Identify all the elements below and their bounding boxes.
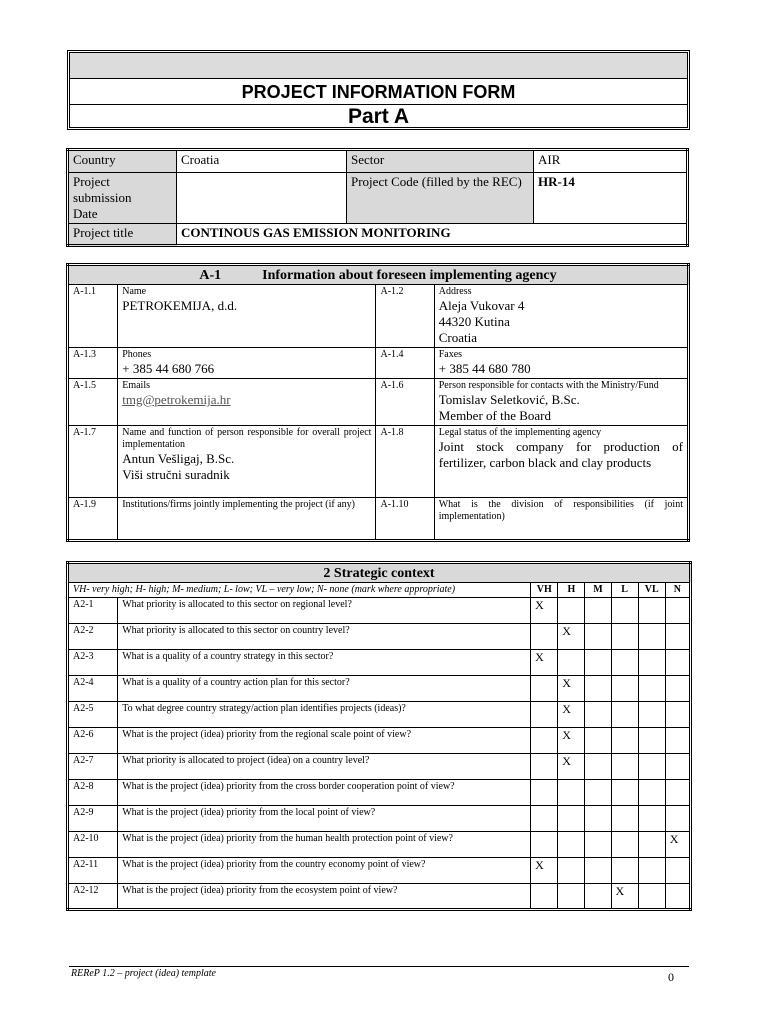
rating-cell-h[interactable] bbox=[558, 832, 585, 858]
rating-cell-l[interactable] bbox=[611, 702, 638, 728]
rating-cell-vh[interactable] bbox=[531, 754, 558, 780]
rating-cell-m[interactable] bbox=[585, 624, 611, 650]
project-code-label: Project Code (filled by the REC) bbox=[347, 173, 534, 224]
question-text: What is the project (idea) priority from the human health protection point of view? bbox=[118, 832, 531, 858]
rating-cell-h[interactable] bbox=[558, 884, 585, 910]
field-label: Name and function of person responsible for overall project implementation bbox=[122, 427, 372, 450]
rating-cell-n[interactable] bbox=[665, 858, 690, 884]
division-responsibilities-label[interactable]: What is the division of responsibilities (if joint implementation) bbox=[434, 498, 688, 541]
sector-label: Sector bbox=[347, 150, 534, 173]
rating-cell-m[interactable] bbox=[585, 806, 611, 832]
rating-cell-n[interactable] bbox=[665, 624, 690, 650]
table-row bbox=[68, 780, 691, 806]
rating-cell-vh[interactable] bbox=[531, 806, 558, 832]
column-header: VH bbox=[531, 583, 558, 598]
question-code: A2-10 bbox=[68, 832, 118, 858]
rating-cell-vl[interactable] bbox=[638, 832, 665, 858]
rating-cell-l[interactable] bbox=[611, 806, 638, 832]
agency-name-cell bbox=[118, 285, 376, 348]
field-label: Legal status of the implementing agency bbox=[438, 427, 602, 438]
question-code: A2-5 bbox=[68, 702, 118, 728]
table-row bbox=[68, 676, 691, 702]
rating-cell-m[interactable] bbox=[585, 754, 611, 780]
rating-cell-vh[interactable] bbox=[531, 676, 558, 702]
column-header: M bbox=[585, 583, 611, 598]
rating-cell-l[interactable] bbox=[611, 676, 638, 702]
field-code: A-1.6 bbox=[376, 379, 434, 426]
question-text: What is the project (idea) priority from the regional scale point of view? bbox=[118, 728, 531, 754]
column-header: L bbox=[611, 583, 638, 598]
question-text: What is the project (idea) priority from the local point of view? bbox=[118, 806, 531, 832]
table-row bbox=[68, 806, 691, 832]
rating-cell-vl[interactable] bbox=[638, 650, 665, 676]
address-line[interactable]: 44320 Kutina bbox=[438, 314, 510, 329]
rating-cell-h[interactable]: X bbox=[558, 754, 585, 780]
rating-cell-m[interactable] bbox=[585, 728, 611, 754]
question-text: What is a quality of a country strategy in this sector? bbox=[118, 650, 531, 676]
agency-name-value[interactable]: PETROKEMIJA, d.d. bbox=[122, 298, 238, 313]
submission-date-label bbox=[68, 173, 177, 224]
faxes-cell bbox=[434, 348, 688, 379]
question-text: What is the project (idea) priority from the country economy point of view? bbox=[118, 858, 531, 884]
submission-label-line: submission bbox=[73, 190, 132, 205]
contact-person-role[interactable]: Member of the Board bbox=[438, 408, 552, 423]
rating-cell-vh[interactable]: X bbox=[531, 858, 558, 884]
rating-cell-h[interactable]: X bbox=[558, 624, 585, 650]
rating-cell-n[interactable] bbox=[665, 728, 690, 754]
rating-cell-h[interactable]: X bbox=[558, 728, 585, 754]
question-code: A2-12 bbox=[68, 884, 118, 910]
email-link[interactable]: tmg@petrokemija.hr bbox=[122, 392, 231, 407]
table-row bbox=[68, 624, 691, 650]
column-header: N bbox=[665, 583, 690, 598]
strategic-context-title: 2 Strategic context bbox=[68, 563, 691, 583]
phones-cell bbox=[118, 348, 376, 379]
field-label: Emails bbox=[122, 380, 151, 391]
rating-cell-n[interactable] bbox=[665, 598, 690, 624]
submission-label-line: Date bbox=[73, 206, 98, 221]
column-header: VL bbox=[638, 583, 665, 598]
rating-cell-m[interactable] bbox=[585, 858, 611, 884]
question-text: What priority is allocated to this sector on regional level? bbox=[118, 598, 531, 624]
rating-cell-vl[interactable] bbox=[638, 858, 665, 884]
project-code-value[interactable]: HR-14 bbox=[534, 173, 688, 224]
column-header: H bbox=[558, 583, 585, 598]
rating-cell-m[interactable] bbox=[585, 650, 611, 676]
legal-status-value[interactable]: Joint stock company for production of fertilizer, carbon black and clay products bbox=[438, 439, 683, 470]
form-part: Part A bbox=[347, 105, 410, 128]
question-text: What is the project (idea) priority from the ecosystem point of view? bbox=[118, 884, 531, 910]
legal-status-cell bbox=[434, 426, 688, 498]
rating-cell-vl[interactable] bbox=[638, 598, 665, 624]
question-code: A2-8 bbox=[68, 780, 118, 806]
rating-cell-vh[interactable] bbox=[531, 780, 558, 806]
strategic-context-rows bbox=[68, 598, 691, 910]
question-code: A2-7 bbox=[68, 754, 118, 780]
field-label: Name bbox=[122, 286, 147, 297]
rating-cell-l[interactable] bbox=[611, 728, 638, 754]
field-code: A-1.1 bbox=[68, 285, 118, 348]
field-label: Faxes bbox=[438, 349, 463, 360]
responsible-person-cell bbox=[118, 426, 376, 498]
phones-value[interactable]: + 385 44 680 766 bbox=[122, 361, 215, 376]
question-code: A2-11 bbox=[68, 858, 118, 884]
rating-cell-m[interactable] bbox=[585, 676, 611, 702]
rating-cell-vh[interactable] bbox=[531, 728, 558, 754]
rating-cell-n[interactable] bbox=[665, 702, 690, 728]
joint-institutions-label[interactable]: Institutions/firms jointly implementing the project (if any) bbox=[118, 498, 376, 541]
rating-cell-vl[interactable] bbox=[638, 884, 665, 910]
rating-cell-n[interactable] bbox=[665, 780, 690, 806]
field-code: A-1.4 bbox=[376, 348, 434, 379]
rating-cell-vh[interactable] bbox=[531, 884, 558, 910]
field-label: Address bbox=[438, 286, 472, 297]
rating-cell-l[interactable] bbox=[611, 858, 638, 884]
rating-cell-n[interactable] bbox=[665, 676, 690, 702]
table-row bbox=[68, 884, 691, 910]
responsible-person-name[interactable]: Antun Vešligaj, B.Sc. bbox=[122, 451, 235, 466]
rating-cell-h[interactable] bbox=[558, 780, 585, 806]
submission-label-line: Project bbox=[73, 174, 110, 189]
rating-cell-l[interactable] bbox=[611, 598, 638, 624]
rating-cell-h[interactable] bbox=[558, 650, 585, 676]
table-row bbox=[68, 650, 691, 676]
rating-cell-h[interactable] bbox=[558, 598, 585, 624]
rating-cell-l[interactable] bbox=[611, 650, 638, 676]
rating-cell-vh[interactable]: X bbox=[531, 598, 558, 624]
field-code: A-1.2 bbox=[376, 285, 434, 348]
rating-cell-l[interactable]: X bbox=[611, 884, 638, 910]
header-band bbox=[70, 53, 687, 79]
rating-cell-h[interactable]: X bbox=[558, 676, 585, 702]
rating-cell-m[interactable] bbox=[585, 832, 611, 858]
rating-cell-m[interactable] bbox=[585, 598, 611, 624]
field-code: A-1.8 bbox=[376, 426, 434, 498]
rating-cell-h[interactable]: X bbox=[558, 702, 585, 728]
address-line[interactable]: Aleja Vukovar 4 bbox=[438, 298, 525, 313]
table-row bbox=[68, 832, 691, 858]
rating-cell-vh[interactable]: X bbox=[531, 650, 558, 676]
rating-cell-vl[interactable] bbox=[638, 624, 665, 650]
rating-legend: VH- very high; H- high; M- medium; L- low; VL – very low; N- none (mark where appropriate) bbox=[68, 583, 531, 598]
emails-cell bbox=[118, 379, 376, 426]
rating-cell-l[interactable] bbox=[611, 624, 638, 650]
page-number: 0 bbox=[668, 970, 674, 984]
rating-cell-vh[interactable] bbox=[531, 624, 558, 650]
rating-cell-h[interactable] bbox=[558, 858, 585, 884]
form-header bbox=[67, 50, 690, 130]
agency-address-cell bbox=[434, 285, 688, 348]
question-text: What is the project (idea) priority from the cross border cooperation point of view? bbox=[118, 780, 531, 806]
field-code: A-1.9 bbox=[68, 498, 118, 541]
rating-cell-n[interactable] bbox=[665, 650, 690, 676]
form-title: PROJECT INFORMATION FORM bbox=[241, 82, 516, 102]
rating-cell-vl[interactable] bbox=[638, 702, 665, 728]
field-code: A-1.5 bbox=[68, 379, 118, 426]
table-row bbox=[68, 754, 691, 780]
question-text: What priority is allocated to project (idea) on a country level? bbox=[118, 754, 531, 780]
country-value[interactable]: Croatia bbox=[177, 150, 347, 173]
footer-divider bbox=[69, 966, 689, 967]
rating-cell-vl[interactable] bbox=[638, 754, 665, 780]
question-text: To what degree country strategy/action plan identifies projects (ideas)? bbox=[118, 702, 531, 728]
rating-cell-vl[interactable] bbox=[638, 676, 665, 702]
table-row bbox=[68, 728, 691, 754]
section-a1-title bbox=[68, 265, 689, 285]
rating-cell-l[interactable] bbox=[611, 832, 638, 858]
question-code: A2-1 bbox=[68, 598, 118, 624]
rating-cell-n[interactable]: X bbox=[665, 832, 690, 858]
rating-cell-vl[interactable] bbox=[638, 806, 665, 832]
field-code: A-1.10 bbox=[376, 498, 434, 541]
faxes-value[interactable]: + 385 44 680 780 bbox=[438, 361, 531, 376]
rating-cell-vh[interactable] bbox=[531, 702, 558, 728]
rating-cell-m[interactable] bbox=[585, 884, 611, 910]
question-code: A2-4 bbox=[68, 676, 118, 702]
question-code: A2-2 bbox=[68, 624, 118, 650]
table-row bbox=[68, 702, 691, 728]
project-info-table bbox=[66, 148, 689, 247]
rating-cell-vl[interactable] bbox=[638, 780, 665, 806]
rating-cell-vl[interactable] bbox=[638, 728, 665, 754]
footer-template-label: REReP 1.2 – project (idea) template bbox=[71, 968, 216, 979]
question-code: A2-6 bbox=[68, 728, 118, 754]
rating-cell-m[interactable] bbox=[585, 780, 611, 806]
submission-date-value[interactable] bbox=[177, 173, 347, 224]
field-code: A-1.3 bbox=[68, 348, 118, 379]
table-row bbox=[68, 598, 691, 624]
field-code: A-1.7 bbox=[68, 426, 118, 498]
question-code: A2-3 bbox=[68, 650, 118, 676]
rating-cell-vh[interactable] bbox=[531, 832, 558, 858]
rating-cell-n[interactable] bbox=[665, 754, 690, 780]
question-code: A2-9 bbox=[68, 806, 118, 832]
rating-cell-n[interactable] bbox=[665, 884, 690, 910]
implementing-agency-section bbox=[66, 263, 690, 542]
rating-cell-h[interactable] bbox=[558, 806, 585, 832]
field-label: Phones bbox=[122, 349, 152, 360]
project-title-label: Project title bbox=[68, 224, 177, 246]
country-label: Country bbox=[68, 150, 177, 173]
contact-person-name[interactable]: Tomislav Seletković, B.Sc. bbox=[438, 392, 580, 407]
question-text: What priority is allocated to this sector on country level? bbox=[118, 624, 531, 650]
field-label: Person responsible for contacts with the Ministry/Fund bbox=[438, 380, 659, 391]
section-a1-heading: Information about foreseen implementing agency bbox=[262, 268, 557, 283]
section-a1-code: A-1 bbox=[199, 268, 222, 283]
address-line[interactable]: Croatia bbox=[438, 330, 477, 345]
table-row bbox=[68, 858, 691, 884]
project-title-value[interactable]: CONTINOUS GAS EMISSION MONITORING bbox=[177, 224, 688, 246]
sector-value[interactable]: AIR bbox=[534, 150, 688, 173]
question-text: What is a quality of a country action plan for this sector? bbox=[118, 676, 531, 702]
strategic-context-section bbox=[66, 561, 692, 911]
responsible-person-role[interactable]: Viši stručni suradnik bbox=[122, 467, 230, 482]
contact-person-cell bbox=[434, 379, 688, 426]
rating-cell-l[interactable] bbox=[611, 780, 638, 806]
rating-cell-l[interactable] bbox=[611, 754, 638, 780]
rating-cell-m[interactable] bbox=[585, 702, 611, 728]
rating-cell-n[interactable] bbox=[665, 806, 690, 832]
